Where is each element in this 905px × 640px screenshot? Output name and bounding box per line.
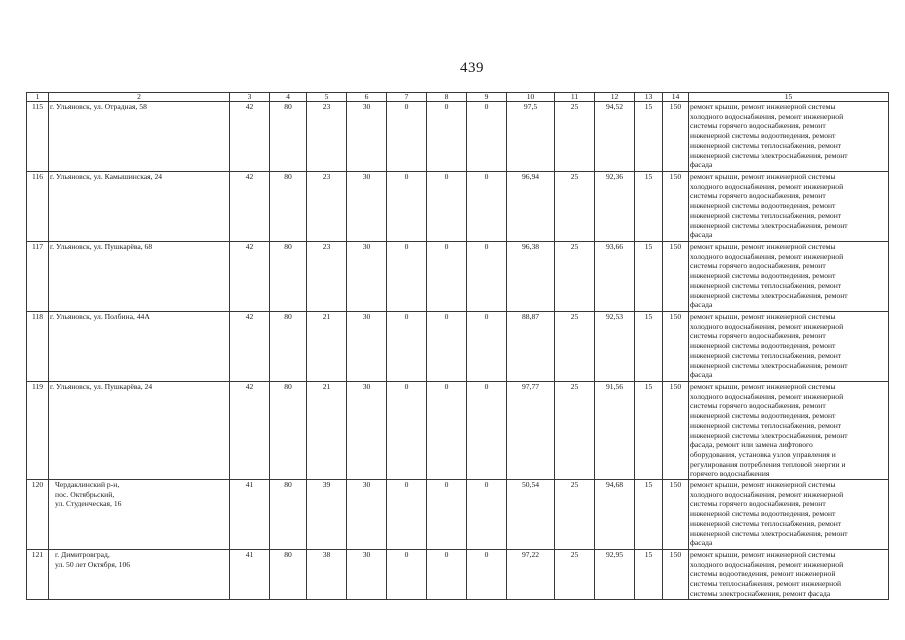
works-cell [689, 242, 889, 312]
value-cell-14: 150 [663, 550, 689, 600]
value-cell-11: 25 [555, 102, 595, 172]
value-cell-6: 30 [347, 242, 387, 312]
value-cell-6: 30 [347, 102, 387, 172]
column-header-6: 6 [347, 93, 387, 102]
column-header-9: 9 [467, 93, 507, 102]
works-line: фасада [690, 370, 713, 380]
works-line: регулирования потребления тепловой энергии и [690, 459, 846, 469]
value-cell-11: 25 [555, 242, 595, 312]
value-cell-5: 21 [307, 312, 347, 382]
works-line: ремонт крыши, ремонт инженерной системы [690, 312, 836, 321]
works-line: фасада [690, 160, 713, 170]
value-cell-13: 15 [635, 102, 663, 172]
value-cell-14: 150 [663, 172, 689, 242]
works-line: ремонт крыши, ремонт инженерной системы [690, 382, 836, 391]
column-header-7: 7 [387, 93, 427, 102]
value-cell-7: 0 [387, 550, 427, 600]
row-number: 117 [27, 242, 49, 312]
works-cell [689, 312, 889, 382]
value-cell-14: 150 [663, 312, 689, 382]
value-cell-3: 42 [230, 382, 270, 480]
table-row [27, 480, 889, 550]
works-line: холодного водоснабжения, ремонт инженерной [690, 251, 844, 261]
works-line: инженерной системы электроснабжения, ремонт [690, 430, 848, 440]
works-line: инженерной системы теплоснабжения, ремонт [690, 350, 842, 360]
works-cell [689, 480, 889, 550]
works-line: инженерной системы водоотведения, ремонт [690, 271, 836, 281]
works-line: холодного водоснабжения, ремонт инженерной [690, 391, 844, 401]
value-cell-3: 41 [230, 550, 270, 600]
value-cell-10: 97,22 [507, 550, 555, 600]
row-number: 120 [27, 480, 49, 550]
value-cell-13: 15 [635, 382, 663, 480]
works-line: инженерной системы теплоснабжения, ремонт [690, 420, 842, 430]
row-number: 118 [27, 312, 49, 382]
value-cell-14: 150 [663, 382, 689, 480]
address-cell [49, 242, 230, 312]
value-cell-8: 0 [427, 242, 467, 312]
column-header-14: 14 [663, 93, 689, 102]
value-cell-7: 0 [387, 242, 427, 312]
value-cell-12: 93,66 [595, 242, 635, 312]
works-line: инженерной системы водоотведения, ремонт [690, 411, 836, 421]
value-cell-6: 30 [347, 382, 387, 480]
address-line: г. Ульяновск, ул. Полбина, 44А [50, 312, 150, 321]
address-line: г. Ульяновск, ул. Пушкарёва, 68 [50, 242, 153, 251]
works-line: инженерной системы электроснабжения, ремонт [690, 150, 848, 160]
works-line: инженерной системы водоотведения, ремонт [690, 341, 836, 351]
works-line: холодного водоснабжения, ремонт инженерной [690, 559, 844, 569]
value-cell-7: 0 [387, 312, 427, 382]
value-cell-4: 80 [270, 382, 307, 480]
address-line: г. Ульяновск, ул. Пушкарёва, 24 [50, 382, 153, 391]
value-cell-6: 30 [347, 172, 387, 242]
value-cell-13: 15 [635, 312, 663, 382]
value-cell-5: 23 [307, 242, 347, 312]
works-line: фасада [690, 538, 713, 548]
works-line: системы горячего водоснабжения, ремонт [690, 499, 826, 509]
value-cell-3: 42 [230, 242, 270, 312]
works-cell [689, 102, 889, 172]
value-cell-14: 150 [663, 480, 689, 550]
address-line: пос. Октябрьский, [55, 489, 115, 499]
works-line: системы горячего водоснабжения, ремонт [690, 261, 826, 271]
address-line: ул. Студенческая, 16 [55, 499, 122, 509]
value-cell-4: 80 [270, 172, 307, 242]
value-cell-7: 0 [387, 382, 427, 480]
value-cell-6: 30 [347, 480, 387, 550]
works-line: системы горячего водоснабжения, ремонт [690, 331, 826, 341]
value-cell-4: 80 [270, 550, 307, 600]
row-number: 115 [27, 102, 49, 172]
works-line: холодного водоснабжения, ремонт инженерной [690, 181, 844, 191]
address-cell [49, 382, 230, 480]
address-line: г. Димитровград, [55, 550, 110, 560]
value-cell-8: 0 [427, 312, 467, 382]
works-line: системы водоотведения, ремонт инженерной [690, 569, 836, 579]
works-line: инженерной системы электроснабжения, ремонт [690, 290, 848, 300]
row-number: 119 [27, 382, 49, 480]
works-line: инженерной системы водоотведения, ремонт [690, 131, 836, 141]
value-cell-4: 80 [270, 480, 307, 550]
works-line: холодного водоснабжения, ремонт инженерной [690, 321, 844, 331]
page-number: 439 [460, 60, 484, 76]
table-row [27, 242, 889, 312]
value-cell-11: 25 [555, 172, 595, 242]
value-cell-4: 80 [270, 312, 307, 382]
address-cell [49, 480, 230, 550]
works-line: системы теплоснабжения, ремонт инженерной [690, 579, 842, 589]
works-line: ремонт крыши, ремонт инженерной системы [690, 172, 836, 181]
value-cell-7: 0 [387, 172, 427, 242]
works-line: холодного водоснабжения, ремонт инженерной [690, 489, 844, 499]
value-cell-13: 15 [635, 480, 663, 550]
value-cell-7: 0 [387, 480, 427, 550]
row-number: 116 [27, 172, 49, 242]
value-cell-10: 97,77 [507, 382, 555, 480]
column-header-8: 8 [427, 93, 467, 102]
works-line: оборудования, установка узлов управления и [690, 449, 836, 459]
value-cell-9: 0 [467, 312, 507, 382]
value-cell-5: 23 [307, 172, 347, 242]
value-cell-6: 30 [347, 550, 387, 600]
column-header-11: 11 [555, 93, 595, 102]
address-line: Чердаклинский р-н, [55, 480, 120, 490]
address-line: г. Ульяновск, ул. Камышинская, 24 [50, 172, 163, 181]
value-cell-7: 0 [387, 102, 427, 172]
address-line: ул. 50 лет Октября, 106 [55, 559, 131, 569]
value-cell-8: 0 [427, 480, 467, 550]
table-row [27, 172, 889, 242]
works-line: ремонт крыши, ремонт инженерной системы [690, 480, 836, 490]
value-cell-11: 25 [555, 382, 595, 480]
repair-program-table [26, 92, 889, 600]
column-header-1: 1 [27, 93, 49, 102]
works-line: инженерной системы теплоснабжения, ремонт [690, 280, 842, 290]
value-cell-9: 0 [467, 172, 507, 242]
works-line: инженерной системы водоотведения, ремонт [690, 201, 836, 211]
address-cell [49, 172, 230, 242]
value-cell-13: 15 [635, 172, 663, 242]
table-row [27, 550, 889, 600]
value-cell-3: 42 [230, 102, 270, 172]
works-line: инженерной системы теплоснабжения, ремонт [690, 210, 842, 220]
works-line: ремонт крыши, ремонт инженерной системы [690, 102, 836, 111]
value-cell-5: 23 [307, 102, 347, 172]
value-cell-12: 92,36 [595, 172, 635, 242]
table-row [27, 382, 889, 480]
value-cell-8: 0 [427, 102, 467, 172]
works-line: инженерной системы водоотведения, ремонт [690, 509, 836, 519]
works-line: системы горячего водоснабжения, ремонт [690, 401, 826, 411]
value-cell-8: 0 [427, 172, 467, 242]
value-cell-12: 92,53 [595, 312, 635, 382]
address-line: г. Ульяновск, ул. Отрадная, 58 [50, 102, 147, 111]
works-line: инженерной системы теплоснабжения, ремонт [690, 518, 842, 528]
value-cell-3: 42 [230, 172, 270, 242]
value-cell-12: 94,68 [595, 480, 635, 550]
value-cell-10: 50,54 [507, 480, 555, 550]
value-cell-5: 39 [307, 480, 347, 550]
works-line: системы горячего водоснабжения, ремонт [690, 121, 826, 131]
works-line: инженерной системы электроснабжения, ремонт [690, 360, 848, 370]
column-header-10: 10 [507, 93, 555, 102]
value-cell-5: 38 [307, 550, 347, 600]
works-line: горячего водоснабжения [690, 469, 770, 479]
works-line: инженерной системы теплоснабжения, ремонт [690, 140, 842, 150]
works-cell [689, 550, 889, 600]
value-cell-12: 91,56 [595, 382, 635, 480]
column-header-3: 3 [230, 93, 270, 102]
value-cell-4: 80 [270, 242, 307, 312]
value-cell-10: 97,5 [507, 102, 555, 172]
address-cell [49, 312, 230, 382]
column-header-4: 4 [270, 93, 307, 102]
column-header-5: 5 [307, 93, 347, 102]
value-cell-11: 25 [555, 550, 595, 600]
value-cell-12: 94,52 [595, 102, 635, 172]
value-cell-14: 150 [663, 242, 689, 312]
works-line: ремонт крыши, ремонт инженерной системы [690, 242, 836, 251]
address-cell [49, 102, 230, 172]
value-cell-13: 15 [635, 242, 663, 312]
value-cell-8: 0 [427, 382, 467, 480]
table-row [27, 312, 889, 382]
value-cell-10: 96,38 [507, 242, 555, 312]
works-line: ремонт крыши, ремонт инженерной системы [690, 550, 836, 560]
works-line: холодного водоснабжения, ремонт инженерной [690, 111, 844, 121]
value-cell-6: 30 [347, 312, 387, 382]
works-line: фасада [690, 230, 713, 240]
value-cell-10: 96,94 [507, 172, 555, 242]
value-cell-10: 88,87 [507, 312, 555, 382]
value-cell-9: 0 [467, 480, 507, 550]
works-cell [689, 382, 889, 480]
value-cell-3: 41 [230, 480, 270, 550]
value-cell-5: 21 [307, 382, 347, 480]
works-line: системы электроснабжения, ремонт фасада [690, 588, 831, 598]
value-cell-11: 25 [555, 312, 595, 382]
value-cell-9: 0 [467, 550, 507, 600]
column-header-2: 2 [49, 93, 230, 102]
value-cell-9: 0 [467, 382, 507, 480]
value-cell-9: 0 [467, 102, 507, 172]
value-cell-13: 15 [635, 550, 663, 600]
value-cell-3: 42 [230, 312, 270, 382]
row-number: 121 [27, 550, 49, 600]
column-header-12: 12 [595, 93, 635, 102]
column-header-row [27, 93, 889, 102]
value-cell-14: 150 [663, 102, 689, 172]
value-cell-12: 92,95 [595, 550, 635, 600]
works-line: фасада [690, 300, 713, 310]
table-row [27, 102, 889, 172]
works-line: системы горячего водоснабжения, ремонт [690, 191, 826, 201]
value-cell-8: 0 [427, 550, 467, 600]
works-line: инженерной системы электроснабжения, ремонт [690, 220, 848, 230]
works-cell [689, 172, 889, 242]
address-cell [49, 550, 230, 600]
column-header-15: 15 [689, 93, 889, 102]
works-line: инженерной системы электроснабжения, ремонт [690, 528, 848, 538]
value-cell-9: 0 [467, 242, 507, 312]
value-cell-4: 80 [270, 102, 307, 172]
column-header-13: 13 [635, 93, 663, 102]
value-cell-11: 25 [555, 480, 595, 550]
works-line: фасада, ремонт или замена лифтового [690, 440, 813, 450]
